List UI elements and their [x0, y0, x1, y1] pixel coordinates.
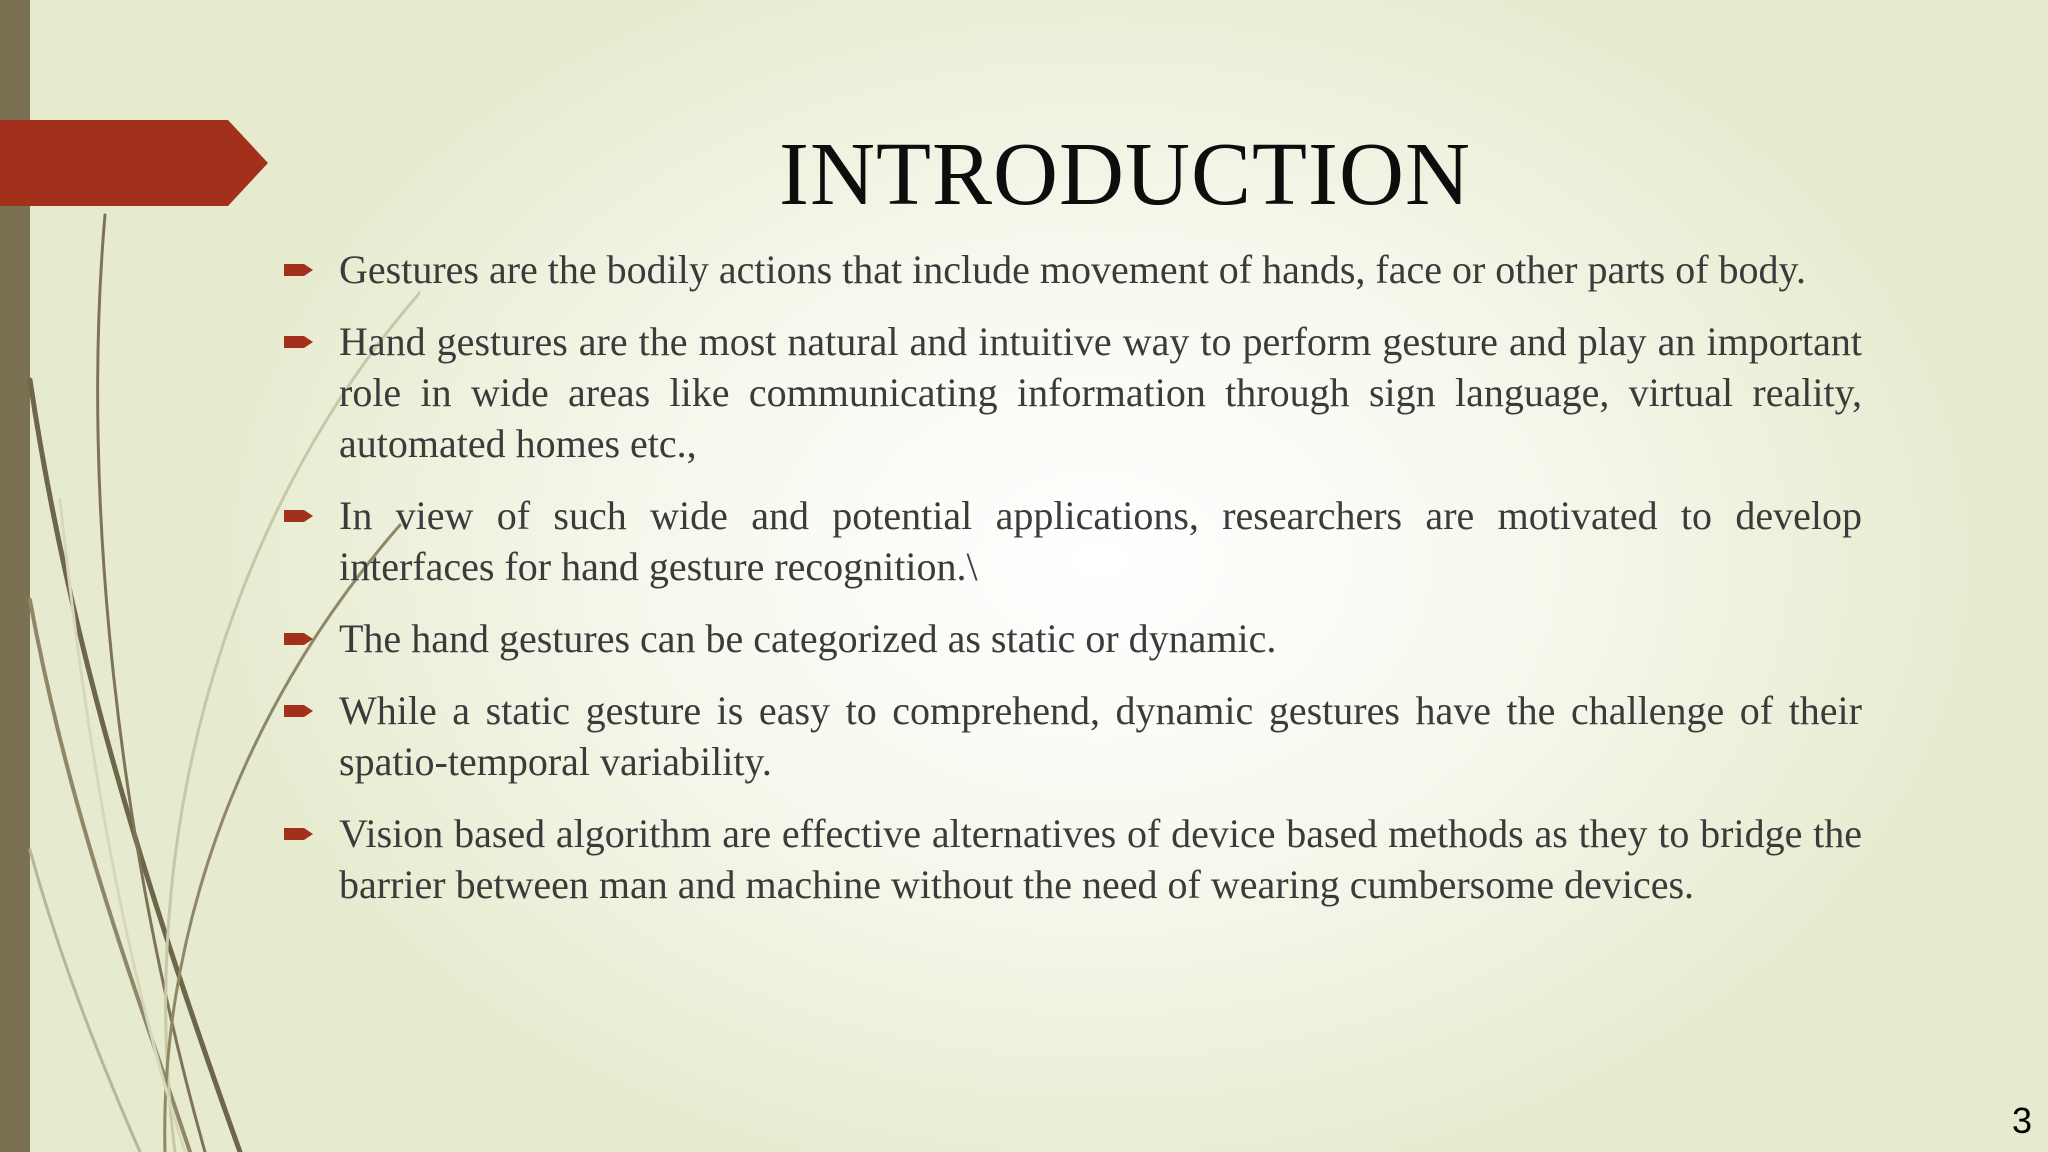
bullet-text: Gestures are the bodily actions that include movement of hands, face or other parts of body.: [339, 247, 1806, 292]
arrow-bullet-icon: [284, 507, 314, 525]
arrow-bullet-icon: [284, 702, 314, 720]
page-title: INTRODUCTION: [779, 125, 1471, 224]
arrow-bullet-icon: [284, 333, 314, 351]
arrow-bullet-icon: [284, 825, 314, 843]
bullet-text: Hand gestures are the most natural and intuitive way to perform gesture and play an important role in wide areas like communicating information through sign language, virtual reality, automated homes etc.,: [339, 319, 1862, 466]
list-item: [284, 490, 1862, 592]
bullet-list: [284, 244, 1862, 931]
bullet-text: Vision based algorithm are effective alternatives of device based methods as they to bridge the barrier between man and machine without the need of wearing cumbersome devices.: [339, 811, 1862, 907]
page-number: 3: [2011, 1100, 2032, 1141]
bullet-text: The hand gestures can be categorized as static or dynamic.: [339, 616, 1277, 661]
title-arrow-shape: [0, 120, 270, 206]
bullet-text: In view of such wide and potential applications, researchers are motivated to develop interfaces for hand gesture recognition.\: [339, 493, 1862, 589]
list-item: [284, 808, 1862, 910]
arrow-bullet-icon: [284, 630, 314, 648]
list-item: [284, 244, 1862, 295]
list-item: [284, 685, 1862, 787]
list-item: [284, 613, 1862, 664]
bullet-text: While a static gesture is easy to comprehend, dynamic gestures have the challenge of their spatio-temporal variability.: [339, 688, 1862, 784]
arrow-bullet-icon: [284, 261, 314, 279]
list-item: [284, 316, 1862, 469]
